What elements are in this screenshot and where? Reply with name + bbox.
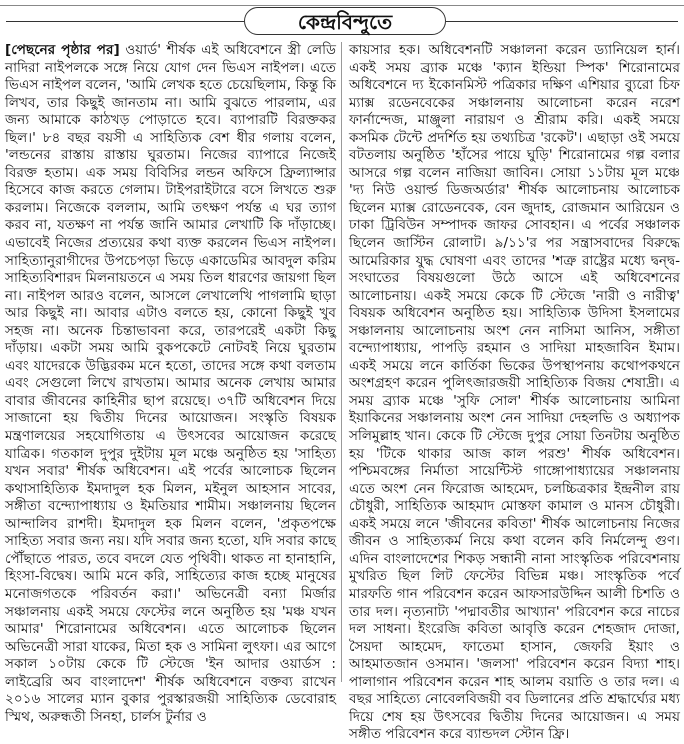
section-header	[0, 6, 684, 36]
column-divider	[341, 42, 342, 682]
header-rule-left	[6, 21, 244, 22]
article-text-right: কায়সার হক। অধিবেশনটি সঞ্চালনা করেন ড্যানিয়েল হার্ন। একই সময় ব্র্যাক মঞ্চে 'ক্যান ইন্ডিয়া স্পিক' শিরোনামের অধিবেশনে দ্য ইকোনমিস্ট পত্রিকার দক্ষিণ এশিয়ার ব্যুরো চিফ ম্যাক্স রডেনবেকের সঞ্চালনায় আলোচনা করেন নরেশ ফার্নান্দেজ, মাঞ্জুলা নারায়ণ ও শ্রীরাম করি। একই সময়ে কসমিক টেন্টে প্রদর্শিত হয় তথ্যচিত্র 'রকেট'। এছাড়া ওই সময়ে বটতলায় অনুষ্ঠিত 'হাঁসের পায়ে ঘুড়ি' শিরোনামের গল্প বলার আসরে গল্প বলেন নাজিয়া জাবিন। সোয়া ১১টায় মূল মঞ্চে 'দ্য নিউ ওয়ার্ল্ড ডিজঅর্ডার' শীর্ষক আলোচনায় আলোচক ছিলেন ম্যাক্স রোডেনবেক, বেন জুদাহ, রোজমান আরিয়েন ও ঢাকা ট্রিবিউন সম্পাদক জাফর সোবহান। এ পর্বের সঞ্চালক ছিলেন জাস্টিন রোলাট। ৯/১১'র পর সন্ত্রাসবাদের বিরুদ্ধে আমেরিকার যুদ্ধ ঘোষণা এবং তাদের 'শত্রু রাষ্ট্রের মধ্যে দ্বন্দ্ব-সংঘাতের বিষয়গুলো উঠে আসে এই অধিবেশনের আলোচনায়। একই সময়ে কেকে টি স্টেজে 'নারী ও নারীত্ব' বিষয়ক অধিবেশন অনুষ্ঠিত হয়। সাহিত্যিক উদিসা ইসলামের সঞ্চালনায় আলোচনায় অংশ নেন নাসিমা আনিস, সঙ্গীতা বন্দ্যোপাধ্যায়, পাপড়ি রহমান ও সাদিয়া মাহজাবিন ইমাম। একই সময়ে লনে কার্তিকা ভিকের উপস্থাপনায় কথোপকথনে অংশগ্রহণ করেন পুলিৎজারজয়ী সাহিত্যিক বিজয় শেষাদ্রী। এ সময় ব্র্যাক মঞ্চে 'সুফি সোল' শীর্ষক আলোচনায় আমিনা ইয়াকিনের সঞ্চালনায় অংশ নেন সাদিয়া দেহলভি ও অধ্যাপক সলিমুল্লাহ খান। কেকে টি স্টেজে দুপুর সোয়া তিনটায় অনুষ্ঠিত হয় 'টিকে থাকার আজ কাল পরশু' শীর্ষক অধিবেশন। পশ্চিমবঙ্গের নির্মাতা সায়েন্টিস্ট গাঙ্গোপাধ্যায়ের সঞ্চালনায় এতে অংশ নেন ফিরোজ আহমেদ, চলচ্চিত্রকার ইন্দ্রনীল রায় চৌধুরী, সাহিত্যিক আহমাদ মোস্তফা কামাল ও মানস চৌধুরী। একই সময়ে লনে 'জীবনের কবিতা' শীর্ষক আলোচনায় নিজের জীবন ও সাহিত্যকর্ম নিয়ে কথা বলেন কবি নির্মলেন্দু গুণ। এদিন বাংলাদেশের শিকড় সন্ধানী নানা সাংস্কৃতিক পরিবেশনায় মুখরিত ছিল লিট ফেস্টের বিভিন্ন মঞ্চ। সাংস্কৃতিক পর্বে মারফতি গান পরিবেশন করেন আফসারউদ্দিন আলী চিশতি ও তার দল। নৃত্যনাট্য 'পদ্মাবতীর আখ্যান' পরিবেশন করে নাচের দল সাধনা। ইংরেজি কবিতা আবৃত্তি করেন শেহজাদ দোজা, সৈয়দা আহমেদ, ফাতেমা হাসান, জেফরি ইয়াং ও আহমাতজান ওসমান। 'জলসা' পরিবেশন করেন বিদ্যা শাহ। পালাগান পরিবেশন করেন শাহ আলম বয়াতি ও তার দল। এ বছর সাহিত্যে নোবেলবিজয়ী বব ডিলানের প্রতি শ্রদ্ধার্ঘ্যের মধ্য দিয়ে শেষ হয় উৎসবের দ্বিতীয় দিনের আয়োজন। এ সময় সঙ্গীত পরিবেশন করে ব্যান্ডদল স্টোন ফ্রি।	[349, 42, 680, 743]
article-column-right	[349, 42, 680, 743]
article-text-left: ওয়ার্ড' শীর্ষক এই অধিবেশনে স্ত্রী লেডি নাদিরা নাইপলকে সঙ্গে নিয়ে যোগ দেন ভিএস নাইপল। এতে ভিএস নাইপল বলেন, 'আমি লেখক হতে চেয়েছিলাম, কিন্তু কি লিখব, তার কিছুই জানতাম না। আমি বুঝতে পারলাম, এর জন্য আমাকে কাঠখড় পোড়াতে হবে। ব্যাপারটি বিরক্তকর ছিল।' ৮৪ বছর বয়সী এ সাহিত্যিক বেশ ধীর গলায় বলেন, 'লন্ডনের রাস্তায় রাস্তায় ঘুরতাম। নিজের ব্যাপারে নিজেই বিরক্ত হতাম। এক সময় বিবিসির লন্ডন অফিসে ফ্রিল্যান্সার হিসেবে কাজ করতে গেলাম। টাইপরাইটারে বসে লিখতে শুরু করলাম। নিজেকে বললাম, আমি তৎক্ষণ পর্যন্ত এ ঘর ত্যাগ করব না, যতক্ষণ না পর্যন্ত জানি আমার লেখাটি কি দাঁড়াচ্ছে। এভাবেই নিজের প্রত্যয়ের কথা ব্যক্ত করলেন ভিএস নাইপল। সাহিত্যানুরাগীদের উপচেপড়া ভিড়ে একাডেমির আবদুল করিম সাহিত্যবিশারদ মিলনায়তনে এ সময় তিল ধারণের জায়গা ছিল না। নাইপল আরও বলেন, আসলে লেখালেখি পাগলামি ছাড়া আর কিছুই না। আবার এটাও বলতে হয়, কোনো কিছুই খুব সহজ না। অনেক চিন্তাভাবনা করে, তারপরেই একটা কিছু দাঁড়ায়। একটা সময় আমি বুকপকেটে নোটবই নিয়ে ঘুরতাম এবং যাদেরকে উদ্ভিরকম মনে হতো, তাদের সঙ্গে কথা বলতাম এবং সেগুলো লিখে রাখতাম। আমার অনেক লেখায় আমার বাবার জীবনের কাহিনীর ছাপ রয়েছে। ৩৭টি অধিবেশন দিয়ে সাজানো হয় দ্বিতীয় দিনের আয়োজন। সংস্কৃতি বিষয়ক মন্ত্রণালয়ের সহযোগিতায় এ উৎসবের আয়োজন করেছে যাত্রিক। গতকাল দুপুর দুইটায় মূল মঞ্চে অনুষ্ঠিত হয় 'সাহিত্য যখন সবার' শীর্ষক অধিবেশন। এই পর্বের আলোচক ছিলেন কথাসাহিত্যিক ইমদাদুল হক মিলন, মইনুল আহসান সাবের, সঙ্গীতা বন্দ্যোপাধ্যায় ও ইমতিয়ার শামীম। সঞ্চালনায় ছিলেন আন্দালিব রাশদী। ইমদাদুল হক মিলন বলেন, 'প্রকৃতপক্ষে সাহিত্য সবার জন্য নয়। যদি সবার জন্য হতো, যদি সবার কাছে পৌঁছাতে পারত, তবে বদলে যেত পৃথিবী। থাকত না হানাহানি, হিংসা-বিদ্বেষ। আমি মনে করি, সাহিত্যের কাজ হচ্ছে মানুষের মনোজগতকে পরিবর্তন করা।' অভিনেত্রী বন্যা মির্জার সঞ্চালনায় একই সময়ে ফেস্টের লনে অনুষ্ঠিত হয় 'মঞ্চ যখন আমার' শিরোনামের অধিবেশন। এতে আলোচক ছিলেন অভিনেত্রী সারা যাকের, মিতা হক ও সামিনা লুৎফা। এর আগে সকাল ১০টায় কেকে টি স্টেজে 'ইন আদার ওয়ার্ডস : লাইব্রেরি অব বাংলাদেশ' শীর্ষক অধিবেশনে বক্তব্য রাখেন ২০১৬ সালের ম্যান বুকার পুরস্কারজয়ী সাহিত্যিক ডেবোরাহ স্মিথ, অরুন্ধতী সিনহা, চার্লস টুর্নার ও	[5, 42, 336, 725]
article-column-left	[5, 42, 336, 725]
continued-from-label: [পেছনের পৃষ্ঠার পর]	[5, 42, 120, 58]
header-rule-right	[446, 21, 678, 22]
section-title: কেন্দ্রবিন্দুতে	[244, 7, 446, 35]
article-paragraph-left	[5, 42, 336, 726]
